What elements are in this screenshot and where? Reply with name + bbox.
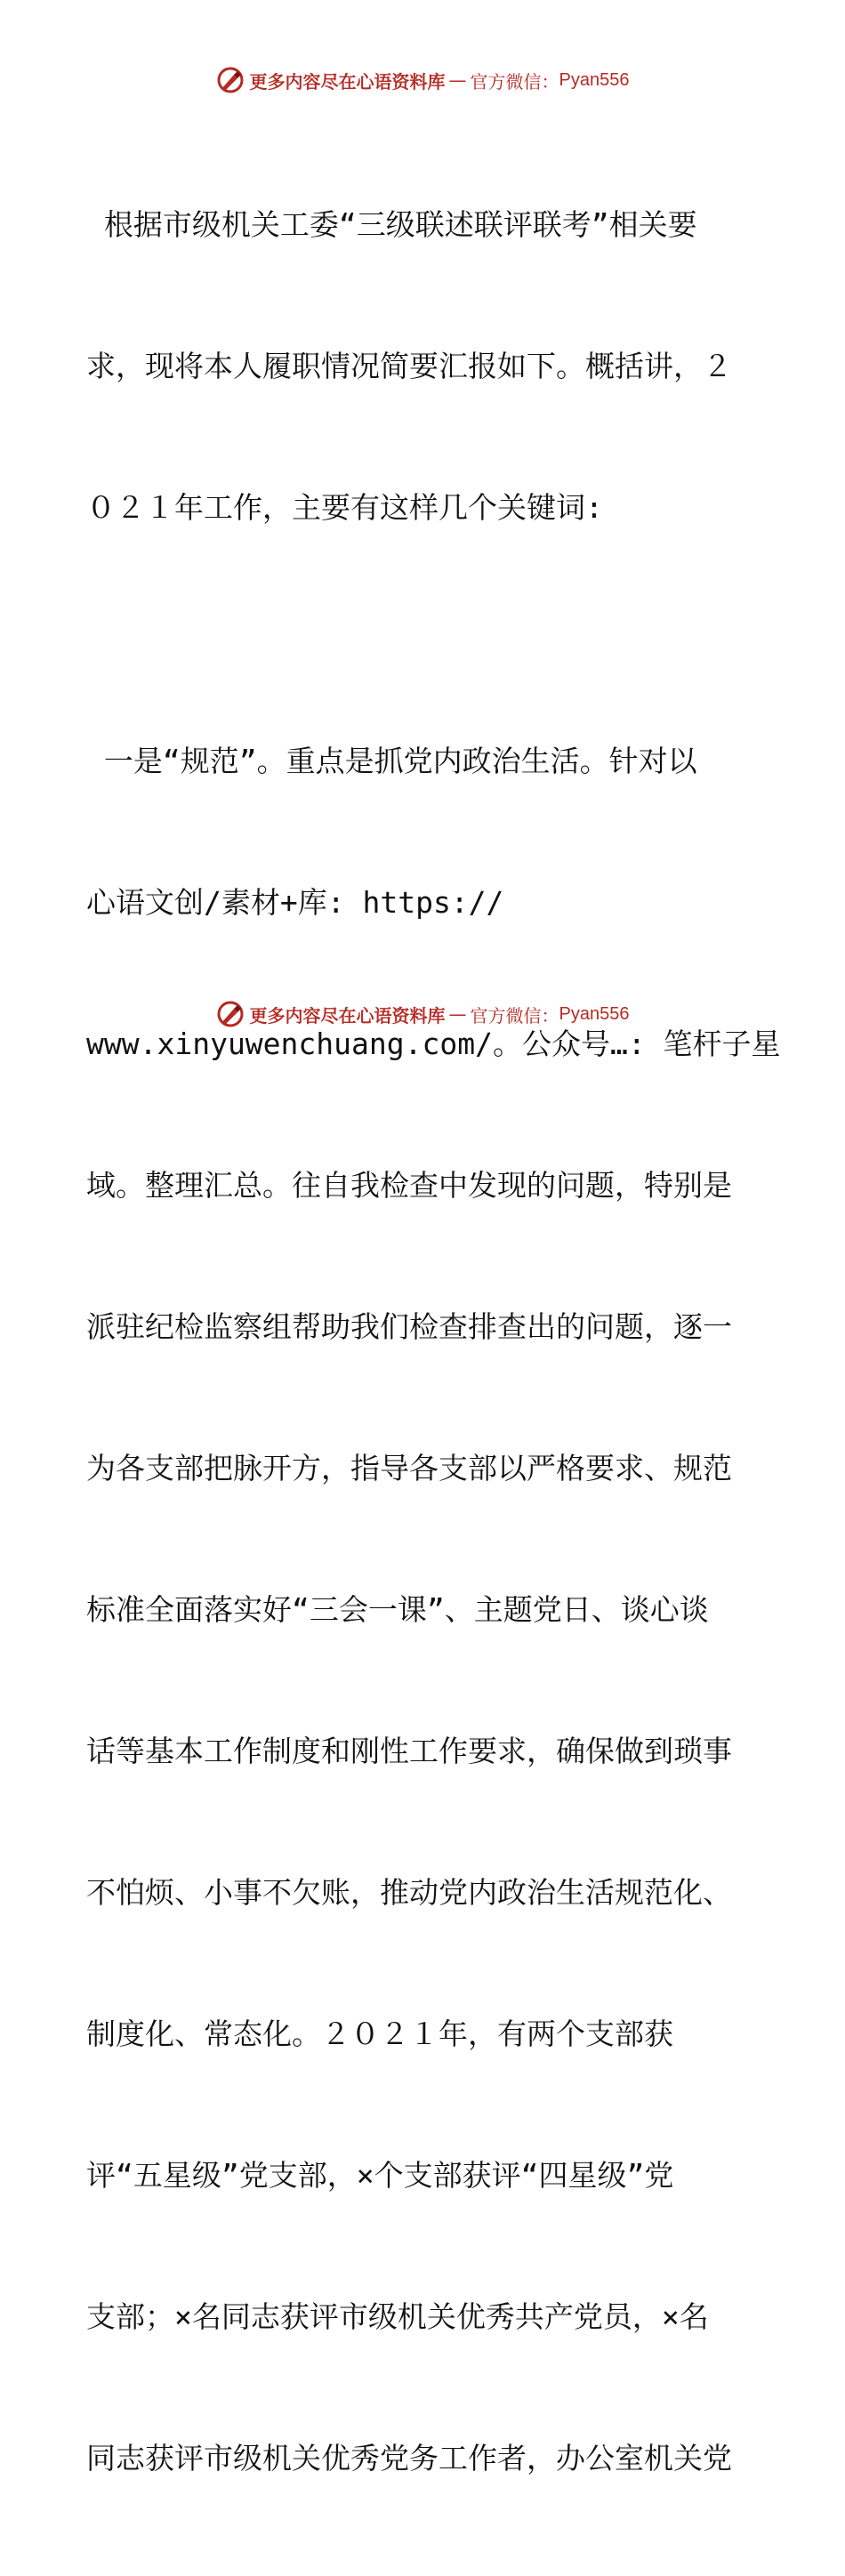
paragraph-2-line: www.xinyuwenchuang.com/。公众号…: 笔杆子星	[86, 1026, 781, 1061]
header-banner	[0, 62, 845, 98]
paragraph-2-line: 不怕烦、小事不欠账，推动党内政治生活规范化、	[86, 1875, 732, 1910]
paragraph-1-line: ０２１年工作，主要有这样几个关键词:	[86, 490, 603, 525]
paragraph-2-line: 制度化、常态化。２０２１年，有两个支部获	[86, 2017, 673, 2051]
header-banner-dash: —	[448, 69, 467, 91]
paragraph-2-line: 评“五星级”党支部，×个支部获评“四星级”党	[86, 2158, 674, 2193]
paragraph-1	[86, 107, 762, 625]
pen-logo-icon	[216, 1000, 245, 1028]
paragraph-1-line: 根据市级机关工委“三级联述联评联考”相关要	[86, 207, 697, 242]
header-wechat-id: Pyan556	[559, 69, 630, 90]
paragraph-2	[86, 643, 781, 2576]
footer-banner-text: 更多内容尽在心语资料库	[249, 1004, 446, 1026]
pen-logo-icon	[216, 66, 245, 94]
paragraph-2-line: 域。整理汇总。往自我检查中发现的问题，特别是	[86, 1168, 732, 1203]
paragraph-2-line: 话等基本工作制度和刚性工作要求，确保做到琐事	[86, 1734, 732, 1768]
footer-wechat-id: Pyan556	[559, 1003, 630, 1024]
paragraph-2-line: 派驻纪检监察组帮助我们检查排查出的问题，逐一	[86, 1309, 732, 1344]
paragraph-2-line: 同志获评市级机关优秀党务工作者，办公室机关党	[86, 2441, 732, 2475]
paragraph-1-line: 求，现将本人履职情况简要汇报如下。概括讲，２	[86, 349, 732, 383]
header-wechat-label: 官方微信：	[470, 70, 559, 93]
footer-wechat-label: 官方微信：	[470, 1004, 559, 1026]
paragraph-gap	[86, 625, 762, 643]
footer-banner-dash: —	[448, 1003, 467, 1025]
paragraph-2-line: 一是“规范”。重点是抓党内政治生活。针对以	[86, 744, 697, 778]
paragraph-2-line: 支部；×名同志获评市级机关优秀共产党员，×名	[86, 2299, 709, 2334]
header-banner-text: 更多内容尽在心语资料库	[249, 70, 446, 93]
paragraph-2-line: 心语文创/素材+库: https://	[86, 885, 504, 920]
paragraph-2-line: 标准全面落实好“三会一课”、主题党日、谈心谈	[86, 1592, 709, 1627]
paragraph-2-line: 为各支部把脉开方，指导各支部以严格要求、规范	[86, 1451, 732, 1485]
document-body	[86, 107, 781, 2576]
footer-banner	[0, 996, 845, 1032]
